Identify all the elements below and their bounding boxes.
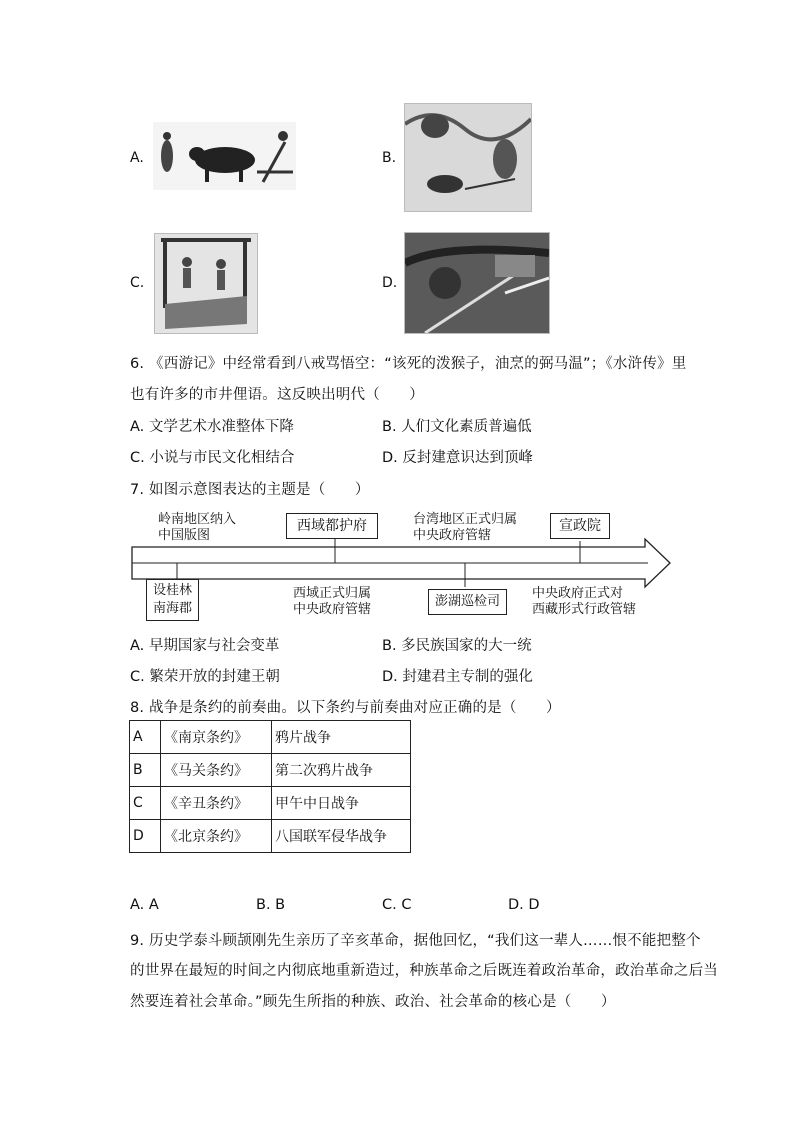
cell-war: 第二次鸦片战争 xyxy=(272,754,411,787)
tl-top4-box: 宣政院 xyxy=(550,513,610,539)
tl-bot1-line1: 设桂林 xyxy=(153,583,193,598)
tl-bot3-box: 澎湖巡检司 xyxy=(428,589,507,615)
q7-choice-a[interactable]: A. 早期国家与社会变革 xyxy=(130,638,280,654)
cell-treaty: 《辛丑条约》 xyxy=(161,787,272,820)
cell-letter: D xyxy=(130,820,161,853)
q6-stem-line2: 也有许多的市井俚语。这反映出明代（ ） xyxy=(130,387,424,403)
q5-option-d-image xyxy=(404,232,550,334)
cell-war: 八国联军侵华战争 xyxy=(272,820,411,853)
table-row xyxy=(130,820,411,853)
q5-option-b-image xyxy=(404,103,532,212)
q5-option-a-image xyxy=(153,122,296,190)
irrigation-scene-icon xyxy=(155,234,257,333)
q5-option-b-label: B. xyxy=(382,150,397,166)
tl-top2-box: 西域都护府 xyxy=(286,513,378,539)
tl-bot2-line1: 西域正式归属 xyxy=(293,586,372,601)
farming-painting-icon xyxy=(405,104,531,211)
q8-choice-c[interactable]: C. C xyxy=(382,897,412,913)
q7-stem: 7. 如图示意图表达的主题是（ ） xyxy=(130,482,370,498)
cell-letter: C xyxy=(130,787,161,820)
cell-treaty: 《马关条约》 xyxy=(161,754,272,787)
tl-bot1-line2: 南海郡 xyxy=(153,601,193,616)
q8-stem: 8. 战争是条约的前奏曲。以下条约与前奏曲对应正确的是（ ） xyxy=(130,700,561,716)
q8-choice-b[interactable]: B. B xyxy=(256,897,286,913)
q5-option-a-label: A. xyxy=(130,150,144,166)
tl-bot4-line2: 西藏形式行政管辖 xyxy=(532,602,637,617)
q7-timeline-diagram xyxy=(130,505,675,623)
table-row xyxy=(130,787,411,820)
q8-choice-d[interactable]: D. D xyxy=(508,897,540,913)
waterwheel-scene-icon xyxy=(405,233,549,333)
q5-option-d-label: D. xyxy=(382,275,398,291)
q7-choice-b[interactable]: B. 多民族国家的大一统 xyxy=(382,638,532,654)
q9-stem-line2: 的世界在最短的时间之内彻底地重新造过，种族革命之后既连着政治革命，政治革命之后当 xyxy=(130,963,718,979)
ox-plough-scene-icon xyxy=(153,122,296,190)
q6-choice-b[interactable]: B. 人们文化素质普遍低 xyxy=(382,419,532,435)
cell-treaty: 《北京条约》 xyxy=(161,820,272,853)
tl-top1-line1: 岭南地区纳入 xyxy=(158,512,237,527)
q5-option-c-image xyxy=(154,233,258,334)
q9-stem-line3: 然要连着社会革命。”顾先生所指的种族、政治、社会革命的核心是（ ） xyxy=(130,994,616,1010)
q6-choice-d[interactable]: D. 反封建意识达到顶峰 xyxy=(382,450,533,466)
q7-choice-d[interactable]: D. 封建君主专制的强化 xyxy=(382,669,533,685)
tl-top1-line2: 中国版图 xyxy=(158,528,211,543)
q6-stem-line1: 6. 《西游记》中经常看到八戒骂悟空：“该死的泼猴子，油烹的弼马温”；《水浒传》里 xyxy=(130,356,687,372)
table-row xyxy=(130,754,411,787)
cell-letter: A xyxy=(130,721,161,754)
table-row xyxy=(130,721,411,754)
q7-choice-c[interactable]: C. 繁荣开放的封建王朝 xyxy=(130,669,280,685)
q6-choice-c[interactable]: C. 小说与市民文化相结合 xyxy=(130,450,295,466)
tl-top3-line2: 中央政府管辖 xyxy=(413,528,492,543)
tl-bot2-line2: 中央政府管辖 xyxy=(293,602,372,617)
cell-letter: B xyxy=(130,754,161,787)
cell-war: 甲午中日战争 xyxy=(272,787,411,820)
tl-bot4-line1: 中央政府正式对 xyxy=(532,586,624,601)
q5-option-c-label: C. xyxy=(130,275,145,291)
tl-bot1-box xyxy=(146,579,199,621)
q9-stem-line1: 9. 历史学泰斗顾颉刚先生亲历了辛亥革命，据他回忆，“我们这一辈人……恨不能把整个 xyxy=(130,933,701,949)
q8-choice-a[interactable]: A. A xyxy=(130,897,159,913)
q6-choice-a[interactable]: A. 文学艺术水准整体下降 xyxy=(130,419,294,435)
cell-war: 鸦片战争 xyxy=(272,721,411,754)
tl-top3-line1: 台湾地区正式归属 xyxy=(413,512,518,527)
q8-table xyxy=(129,720,411,853)
cell-treaty: 《南京条约》 xyxy=(161,721,272,754)
